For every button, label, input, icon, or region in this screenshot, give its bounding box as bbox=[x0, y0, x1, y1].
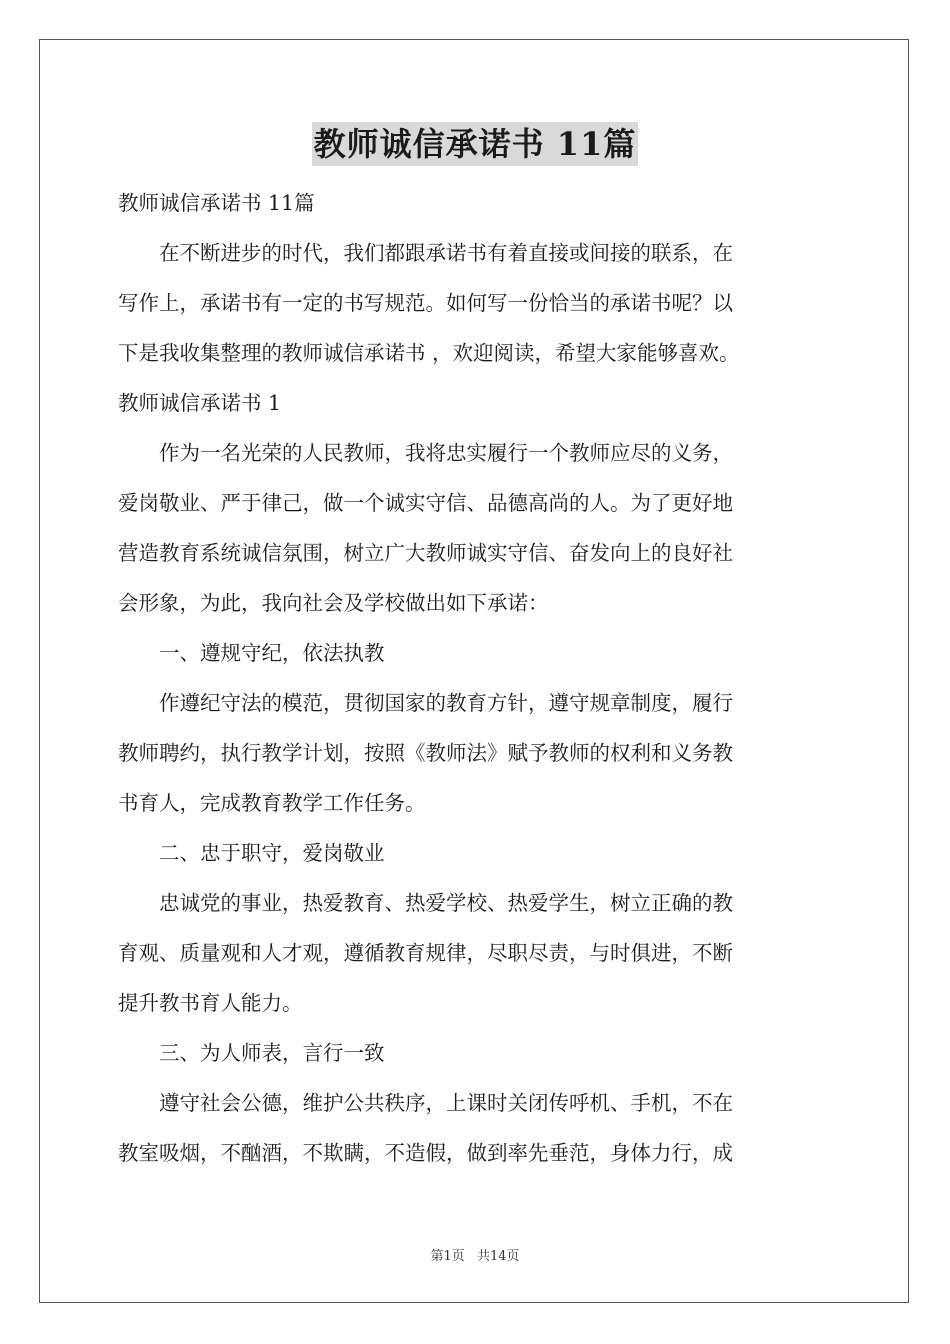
text-line: 遵守社会公德，维护公共秩序，上课时关闭传呼机、手机，不在 bbox=[118, 1091, 733, 1115]
title-container bbox=[0, 122, 950, 166]
text-line: 提升教书育人能力。 bbox=[118, 991, 303, 1015]
text-line: 下是我收集整理的教师诚信承诺书 ，欢迎阅读，希望大家能够喜欢。 bbox=[118, 341, 740, 365]
document-title: 教师诚信承诺书 11篇 bbox=[312, 122, 639, 166]
text-line: 三、为人师表，言行一致 bbox=[118, 1041, 385, 1065]
text-line: 教师聘约，执行教学计划，按照《教师法》赋予教师的权利和义务教 bbox=[118, 741, 733, 765]
text-line: 忠诚党的事业，热爱教育、热爱学校、热爱学生，树立正确的教 bbox=[118, 891, 733, 915]
page-number: 第1页 bbox=[430, 1249, 465, 1264]
text-line: 教室吸烟，不酗酒，不欺瞒，不造假，做到率先垂范，身体力行，成 bbox=[118, 1141, 733, 1165]
text-line: 爱岗敬业、严于律己，做一个诚实守信、品德高尚的人。为了更好地 bbox=[118, 491, 733, 515]
text-line: 育观、质量观和人才观，遵循教育规律，尽职尽责，与时俱进，不断 bbox=[118, 941, 733, 965]
text-line: 作为一名光荣的人民教师，我将忠实履行一个教师应尽的义务， bbox=[118, 441, 733, 465]
text-line: 营造教育系统诚信氛围，树立广大教师诚实守信、奋发向上的良好社 bbox=[118, 541, 733, 565]
text-line: 书育人，完成教育教学工作任务。 bbox=[118, 791, 426, 815]
document-body bbox=[118, 178, 834, 1178]
page-total: 共14页 bbox=[476, 1249, 520, 1264]
text-line: 教师诚信承诺书 1 bbox=[118, 391, 282, 415]
text-line: 会形象，为此，我向社会及学校做出如下承诺： bbox=[118, 591, 549, 615]
text-line: 写作上，承诺书有一定的书写规范。如何写一份恰当的承诺书呢？以 bbox=[118, 291, 733, 315]
text-line: 教师诚信承诺书 11篇 bbox=[118, 191, 315, 215]
page-footer bbox=[0, 1245, 950, 1264]
text-line: 一、遵规守纪，依法执教 bbox=[118, 641, 385, 665]
text-line: 在不断进步的时代，我们都跟承诺书有着直接或间接的联系，在 bbox=[118, 241, 733, 265]
text-line: 作遵纪守法的模范，贯彻国家的教育方针，遵守规章制度，履行 bbox=[118, 691, 733, 715]
text-line: 二、忠于职守，爱岗敬业 bbox=[118, 841, 385, 865]
